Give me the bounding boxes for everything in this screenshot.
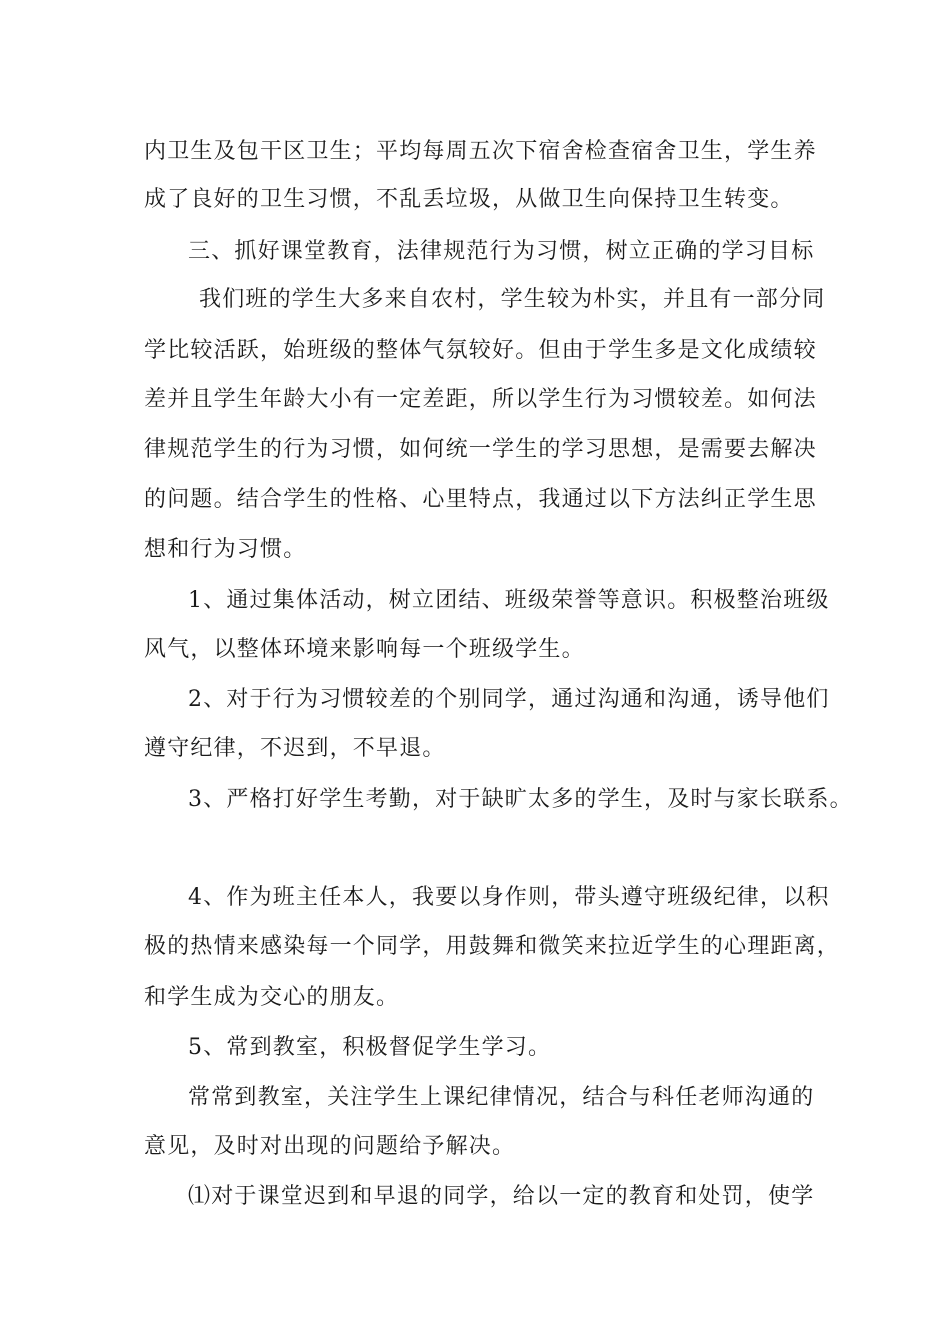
text-line: 学比较活跃，始班级的整体气氛较好。但由于学生多是文化成绩较 xyxy=(144,338,817,363)
list-item-line: 2、对于行为习惯较差的个别同学，通过沟通和沟通，诱导他们 xyxy=(188,687,830,712)
text-line: 差并且学生年龄大小有一定差距，所以学生行为习惯较差。如何法 xyxy=(144,387,817,412)
list-item-line: 4、作为班主任本人，我要以身作则，带头遵守班级纪律，以积 xyxy=(188,885,830,910)
text-line: 风气，以整体环境来影响每一个班级学生。 xyxy=(144,637,585,662)
list-item-line: 3、严格打好学生考勤，对于缺旷太多的学生，及时与家长联系。 xyxy=(188,787,853,812)
list-item-line: ⑴对于课堂迟到和早退的同学，给以一定的教育和处罚，使学 xyxy=(188,1184,815,1209)
text-line: 想和行为习惯。 xyxy=(144,537,307,562)
text-line: 内卫生及包干区卫生；平均每周五次下宿舍检查宿舍卫生，学生养 xyxy=(144,139,817,164)
text-line: 成了良好的卫生习惯，不乱丢垃圾，从做卫生向保持卫生转变。 xyxy=(144,187,794,212)
text-line: 律规范学生的行为习惯，如何统一学生的学习思想，是需要去解决 xyxy=(144,437,817,462)
list-item-line: 5、常到教室，积极督促学生学习。 xyxy=(188,1035,552,1060)
text-line: 我们班的学生大多来自农村，学生较为朴实，并且有一部分同 xyxy=(199,287,826,312)
section-heading: 三、抓好课堂教育，法律规范行为习惯，树立正确的学习目标 xyxy=(188,239,815,264)
text-line: 和学生成为交心的朋友。 xyxy=(144,985,400,1010)
list-item-line: 1、通过集体活动，树立团结、班级荣誉等意识。积极整治班级 xyxy=(188,588,830,613)
text-line: 极的热情来感染每一个同学，用鼓舞和微笑来拉近学生的心理距离， xyxy=(144,934,841,959)
text-line: 遵守纪律，不迟到，不早退。 xyxy=(144,736,446,761)
text-line: 意见，及时对出现的问题给予解决。 xyxy=(144,1134,516,1159)
text-line: 的问题。结合学生的性格、心里特点，我通过以下方法纠正学生思 xyxy=(144,487,817,512)
text-line: 常常到教室，关注学生上课纪律情况，结合与科任老师沟通的 xyxy=(188,1085,815,1110)
